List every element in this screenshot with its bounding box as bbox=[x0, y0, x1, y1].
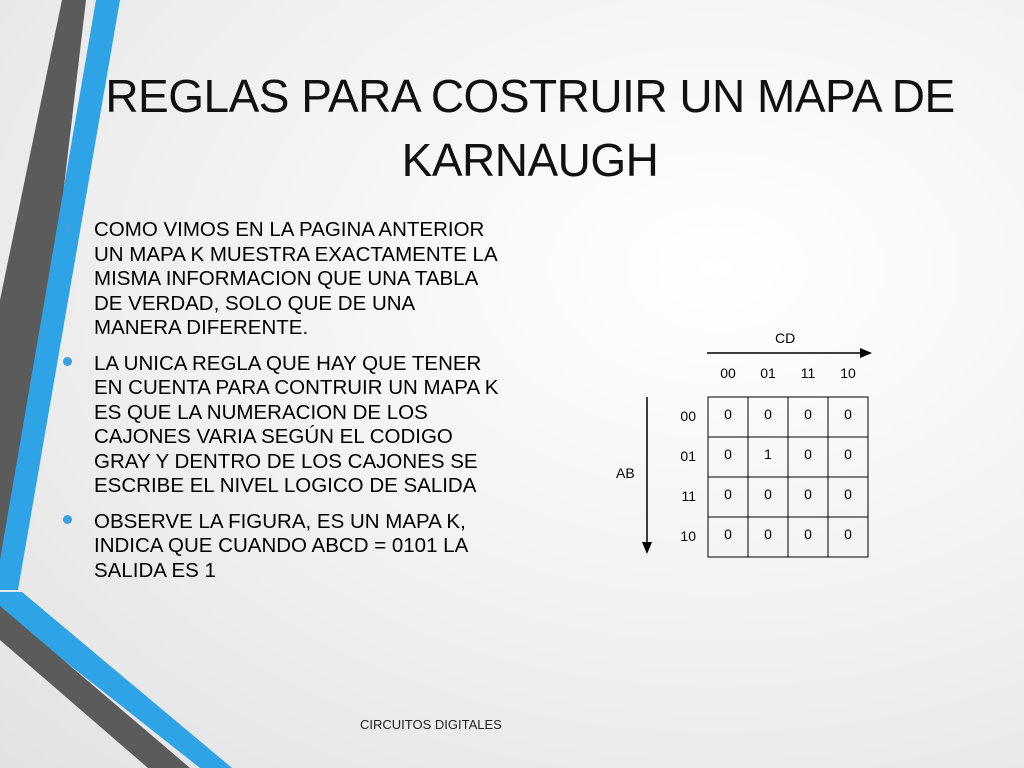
kmap-cell-value: 0 bbox=[804, 486, 812, 502]
slide-title bbox=[60, 64, 1000, 192]
kmap-cell-value: 0 bbox=[764, 526, 772, 542]
blue-stripe-bottom bbox=[0, 592, 232, 768]
row-label: 11 bbox=[681, 488, 696, 504]
bullet-text: OBSERVE LA FIGURA, ES UN MAPA K, INDICA QUE CUANDO ABCD = 0101 LA SALIDA ES 1 bbox=[94, 509, 468, 582]
kmap-cell-value: 0 bbox=[724, 486, 732, 502]
bullet-list bbox=[62, 218, 502, 594]
slide-title-line2: KARNAUGH bbox=[401, 134, 659, 186]
col-label: 11 bbox=[800, 365, 816, 381]
bullet-text: LA UNICA REGLA QUE HAY QUE TENER EN CUENTA PARA CONTRUIR UN MAPA K ES QUE LA NUMERACION DE LOS CAJONES VARIA SEGÚN EL CODIGO GRAY Y DENTRO DE LOS CAJONES SE ESCRIBE EL NIVEL LOGICO DE SALIDA bbox=[94, 351, 499, 497]
bullet-text: COMO VIMOS EN LA PAGINA ANTERIOR UN MAPA K MUESTRA EXACTAMENTE LA MISMA INFORMACION QUE UNA TABLA DE VERDAD, SOLO QUE DE UNA MANERA DIFERENTE. bbox=[94, 218, 497, 339]
kmap-cell-value: 1 bbox=[764, 446, 772, 462]
col-variable-label: CD bbox=[775, 330, 796, 346]
kmap-cell-value: 0 bbox=[804, 526, 812, 542]
row-arrow-head bbox=[642, 542, 652, 554]
kmap-cell-value: 0 bbox=[724, 526, 732, 542]
kmap-grid bbox=[680, 365, 868, 557]
kmap-cell-value: 0 bbox=[844, 486, 852, 502]
col-label: 01 bbox=[760, 365, 776, 381]
bullet-dot-icon bbox=[63, 515, 72, 524]
kmap-cell-value: 0 bbox=[844, 526, 852, 542]
col-label: 00 bbox=[720, 365, 736, 381]
col-arrow-head bbox=[860, 348, 872, 358]
bullet-item bbox=[62, 352, 502, 499]
kmap-cell-value: 0 bbox=[764, 486, 772, 502]
kmap-cell-value: 0 bbox=[764, 406, 772, 422]
kmap-cell-value: 0 bbox=[724, 406, 732, 422]
karnaugh-map bbox=[600, 322, 890, 562]
col-label: 10 bbox=[840, 365, 856, 381]
bullet-dot-icon bbox=[63, 223, 72, 232]
row-label: 01 bbox=[680, 448, 696, 464]
slide-title-line1: REGLAS PARA COSTRUIR UN MAPA DE bbox=[105, 70, 955, 122]
row-label: 10 bbox=[680, 528, 696, 544]
kmap-cell-value: 0 bbox=[844, 446, 852, 462]
bullet-item bbox=[62, 218, 502, 341]
footer-text: CIRCUITOS DIGITALES bbox=[360, 717, 502, 732]
kmap-cell-value: 0 bbox=[804, 406, 812, 422]
kmap-cell-value: 0 bbox=[804, 446, 812, 462]
kmap-cell-value: 0 bbox=[724, 446, 732, 462]
bullet-dot-icon bbox=[63, 357, 72, 366]
bullet-item bbox=[62, 510, 502, 584]
kmap-cell-value: 0 bbox=[844, 406, 852, 422]
row-variable-label: AB bbox=[616, 465, 635, 481]
row-label: 00 bbox=[680, 408, 696, 424]
